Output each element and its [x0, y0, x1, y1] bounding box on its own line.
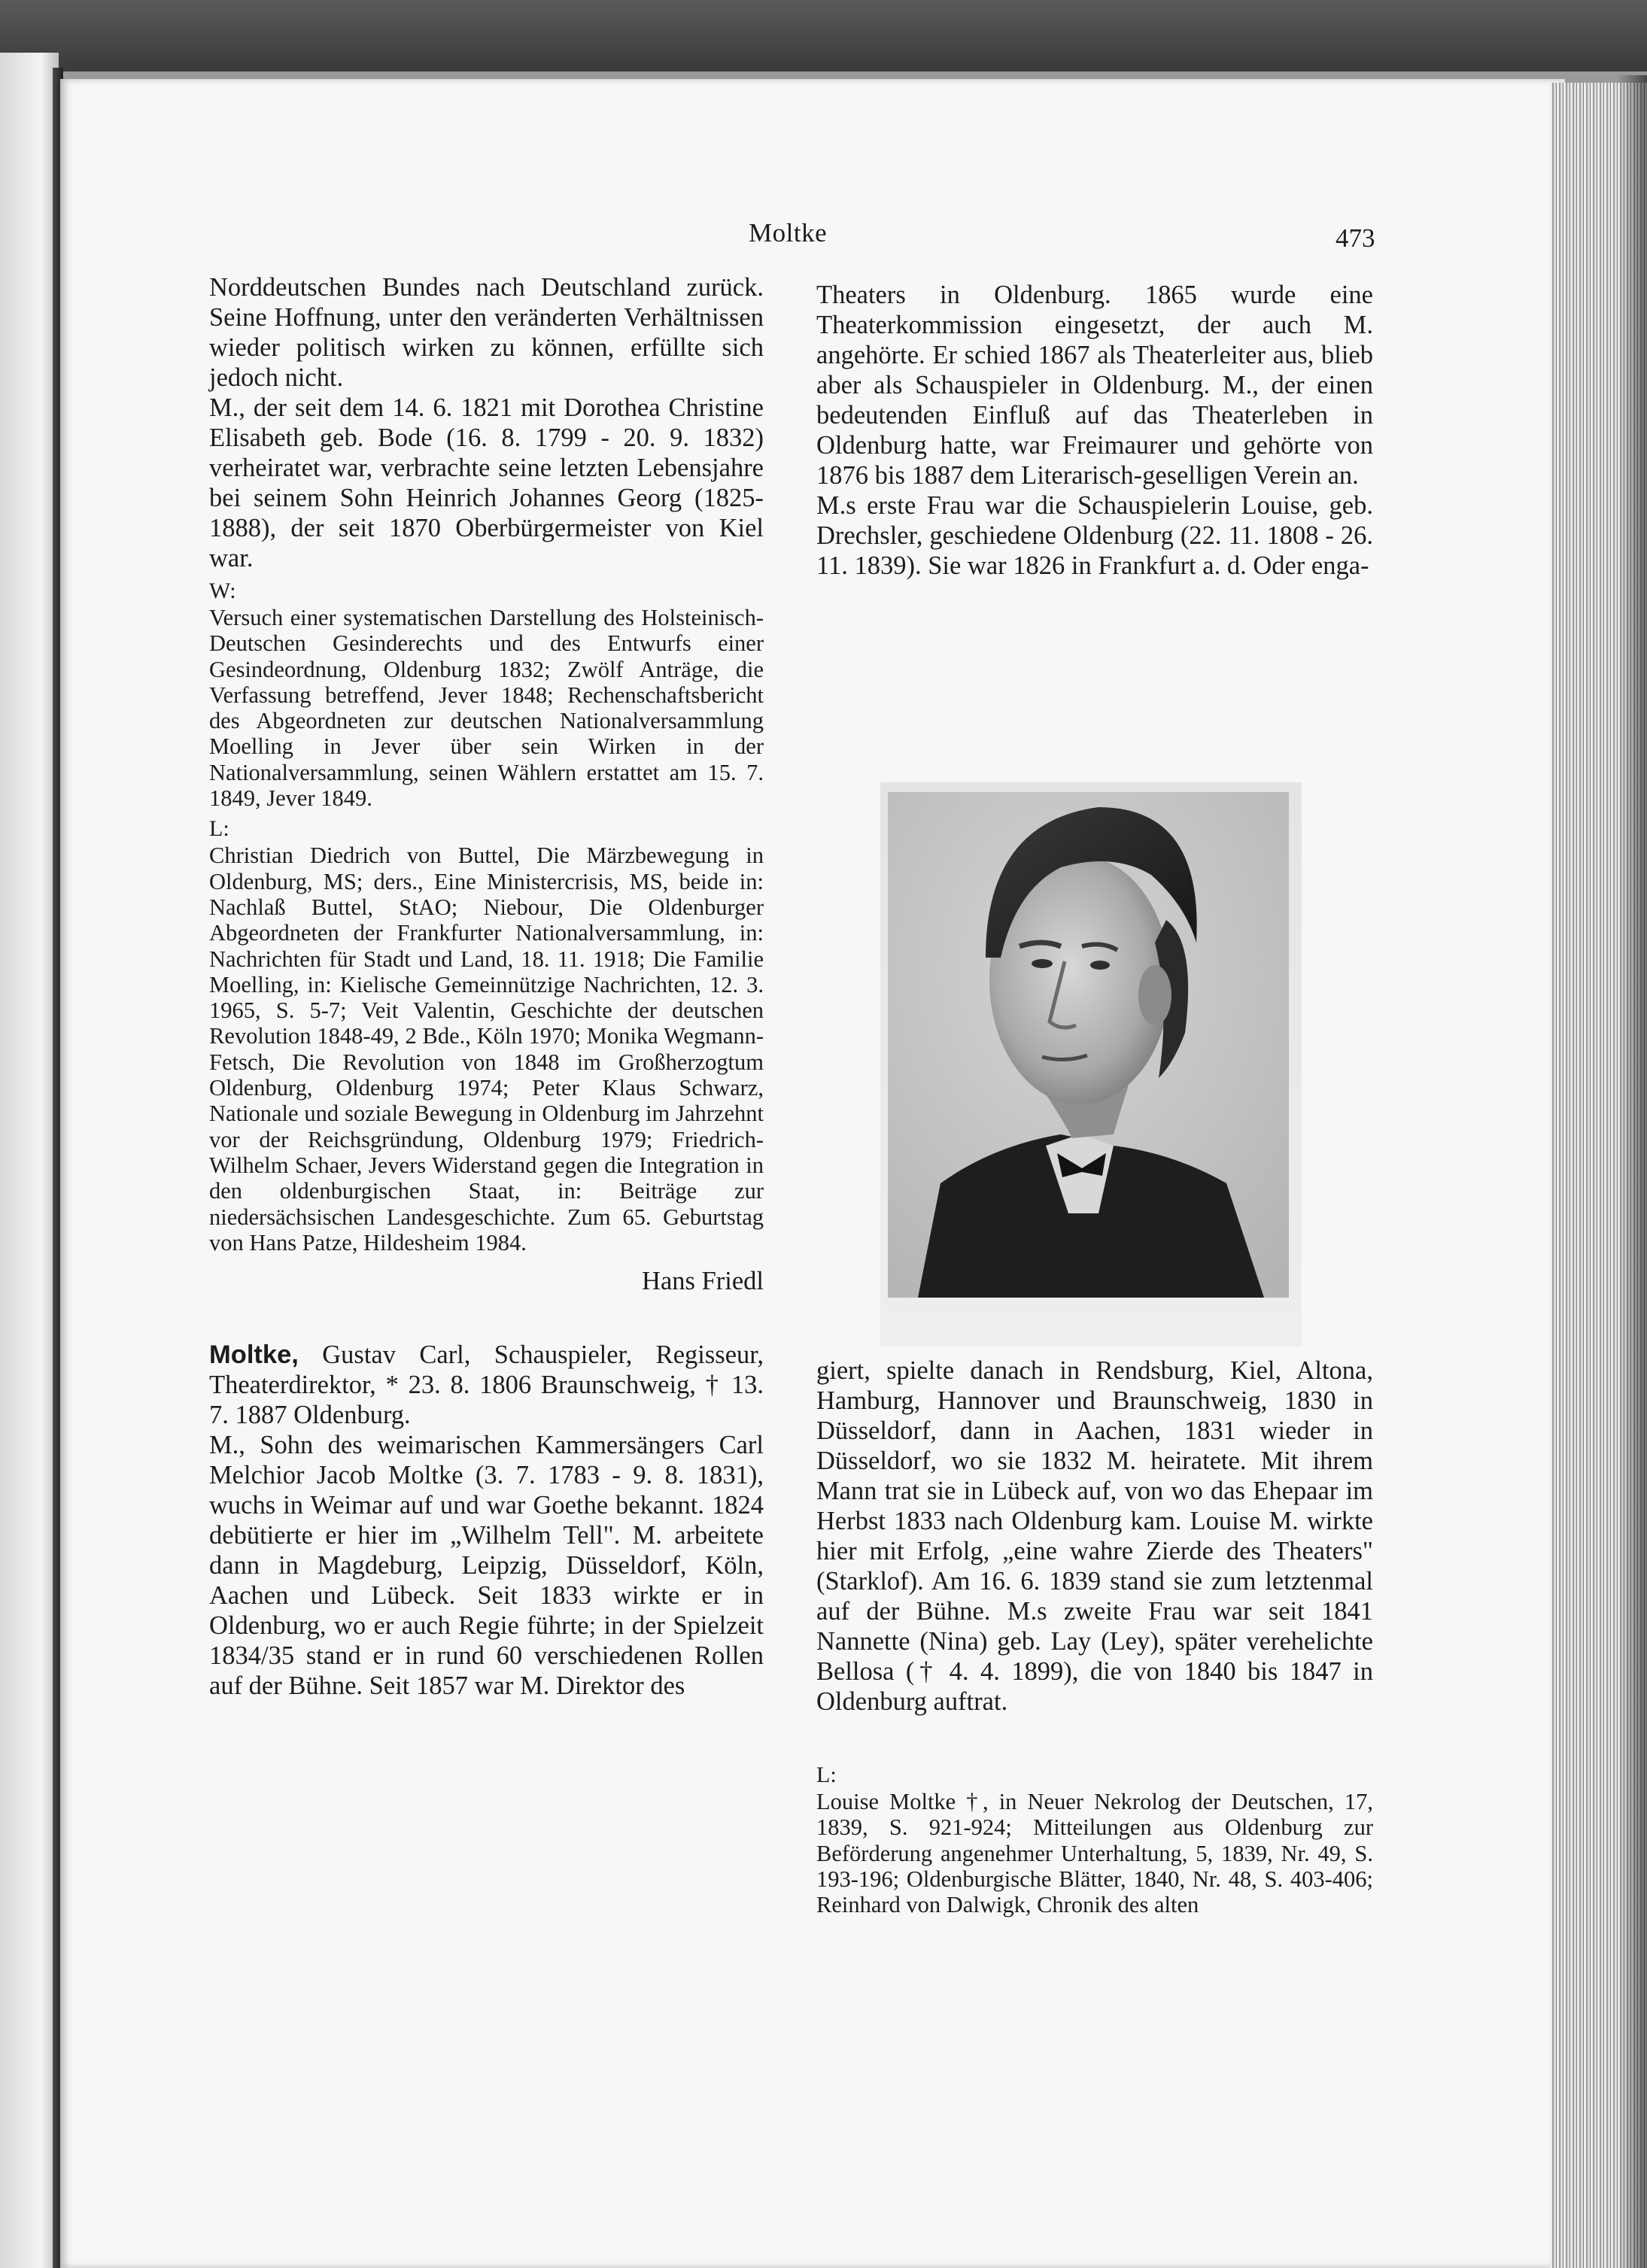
left-column: [209, 272, 764, 1701]
entry-heading: [209, 1340, 764, 1430]
works-list: Versuch einer systematischen Darstellung des Holsteinisch-Deutschen Gesinderechts und des Entwurfs einer Gesindeordnung, Oldenburg 1832; Zwölf Anträge, die Verfassung betreffend, Jever 1848; Rechenschaftsbericht des Abgeordneten zur deutschen Nationalversammlung Moelling in Jever über sein Wirken in der Nationalversammlung, seinen Wählern erstattet am 15. 7. 1849, Jever 1849.: [209, 605, 764, 812]
portrait-photo: [888, 792, 1289, 1298]
paragraph: M., Sohn des weimarischen Kammersängers Carl Melchior Jacob Moltke (3. 7. 1783 - 9. 8. 1831), wuchs in Weimar auf und war Goethe bekannt. 1824 debütierte er hier im „Wilhelm Tell". M. arbeitete dann in Magdeburg, Leipzig, Düsseldorf, Köln, Aachen und Lübeck. Seit 1833 wirkte er in Oldenburg, wo er auch Regie führte; in der Spielzeit 1834/35 stand er in rund 60 verschiedenen Rollen auf der Bühne. Seit 1857 war M. Direktor des: [209, 1431, 764, 1701]
right-column-bottom: [816, 1356, 1373, 1917]
scanner-background: [0, 0, 1647, 71]
page-number: 473: [1336, 223, 1375, 253]
page-edge-shadow: [1618, 75, 1647, 2268]
paragraph: Theaters in Oldenburg. 1865 wurde eine Theaterkommission eingesetzt, der auch M. angehörte. Er schied 1867 als Theaterleiter aus, blieb aber als Schauspieler in Oldenburg. M., der einen bedeutenden Einfluß auf das Theaterleben in Oldenburg hatte, war Freimaurer und gehörte von 1876 bis 1887 dem Literarisch-geselligen Verein an.: [816, 281, 1373, 490]
running-head: Moltke: [749, 218, 828, 247]
paragraph: M.s erste Frau war die Schauspielerin Louise, geb. Drechsler, geschiedene Oldenburg (22. 11. 1808 - 26. 11. 1839). Sie war 1826 in Frankfurt a. d. Oder enga-: [816, 491, 1373, 580]
literature-label: L:: [816, 1762, 837, 1787]
literature-list: Christian Diedrich von Buttel, Die Märzbewegung in Oldenburg, MS; ders., Eine Ministercrisis, MS, beide in: Nachlaß Buttel, StAO; Niebour, Die Oldenburger Abgeordneten der Frankfurter Nationalversammlung, in: Nachrichten für Stadt und Land, 18. 11. 1918; Die Familie Moelling, in: Kielische Gemeinnützige Nachrichten, 12. 3. 1965, S. 5-7; Veit Valentin, Geschichte der deutschen Revolution 1848-49, 2 Bde., Köln 1970; Monika Wegmann-Fetsch, Die Revolution von 1848 im Großherzogtum Oldenburg, Oldenburg 1974; Peter Klaus Schwarz, Nationale und soziale Bewegung in Oldenburg im Jahrzehnt vor der Reichsgründung, Oldenburg 1979; Friedrich-Wilhelm Schaer, Jevers Widerstand gegen die Integration in den oldenburgischen Staat, in: Beiträge zur niedersächsischen Landesgeschichte. Zum 65. Geburtstag von Hans Patze, Hildesheim 1984.: [209, 843, 764, 1255]
facing-page-edge: [0, 53, 59, 2268]
author-signature: Hans Friedl: [642, 1267, 764, 1296]
right-column-top: [816, 280, 1373, 581]
entry-name: Moltke,: [209, 1340, 299, 1370]
works-label: W:: [209, 578, 236, 603]
paragraph: giert, spielte danach in Rendsburg, Kiel, Altona, Hamburg, Hannover und Braunschweig, 1830 in Düsseldorf, dann in Aachen, 1831 wieder in Düsseldorf, wo sie 1832 M. heiratete. Mit ihrem Mann trat sie in Lübeck auf, von wo das Ehepaar im Herbst 1833 nach Oldenburg kam. Louise M. wirkte hier mit Erfolg, „eine wahre Zierde des Theaters" (Starklof). Am 16. 6. 1839 stand sie zum letztenmal auf der Bühne. M.s zweite Frau war seit 1841 Nannette (Nina) geb. Lay (Ley), später verehelichte Bellosa († 4. 4. 1899), die von 1840 bis 1847 in Oldenburg auftrat.: [816, 1356, 1373, 1716]
paragraph: Norddeutschen Bundes nach Deutschland zurück. Seine Hoffnung, unter den veränderten Verhältnissen wieder politisch wirken zu können, erfüllte sich jedoch nicht.: [209, 273, 764, 392]
literature-label: L:: [209, 816, 229, 842]
entry-intro: Gustav Carl, Schauspieler, Regisseur, Theaterdirektor, * 23. 8. 1806 Braunschweig, † 13. 7. 1887 Oldenburg.: [209, 1340, 764, 1430]
literature-list: Louise Moltke †, in Neuer Nekrolog der Deutschen, 17, 1839, S. 921-924; Mitteilungen aus Oldenburg zur Beförderung angenehmer Unterhaltung, 5, 1839, Nr. 49, S. 193-196; Oldenburgische Blätter, 1840, Nr. 48, S. 403-406; Reinhard von Dalwigk, Chronik des alten: [816, 1789, 1373, 1918]
paragraph: M., der seit dem 14. 6. 1821 mit Dorothea Christine Elisabeth geb. Bode (16. 8. 1799 - 20. 9. 1832) verheiratet war, verbrachte seine letzten Lebensjahre bei seinem Sohn Heinrich Johannes Georg (1825-1888), der seit 1870 Oberbürgermeister von Kiel war.: [209, 393, 764, 572]
